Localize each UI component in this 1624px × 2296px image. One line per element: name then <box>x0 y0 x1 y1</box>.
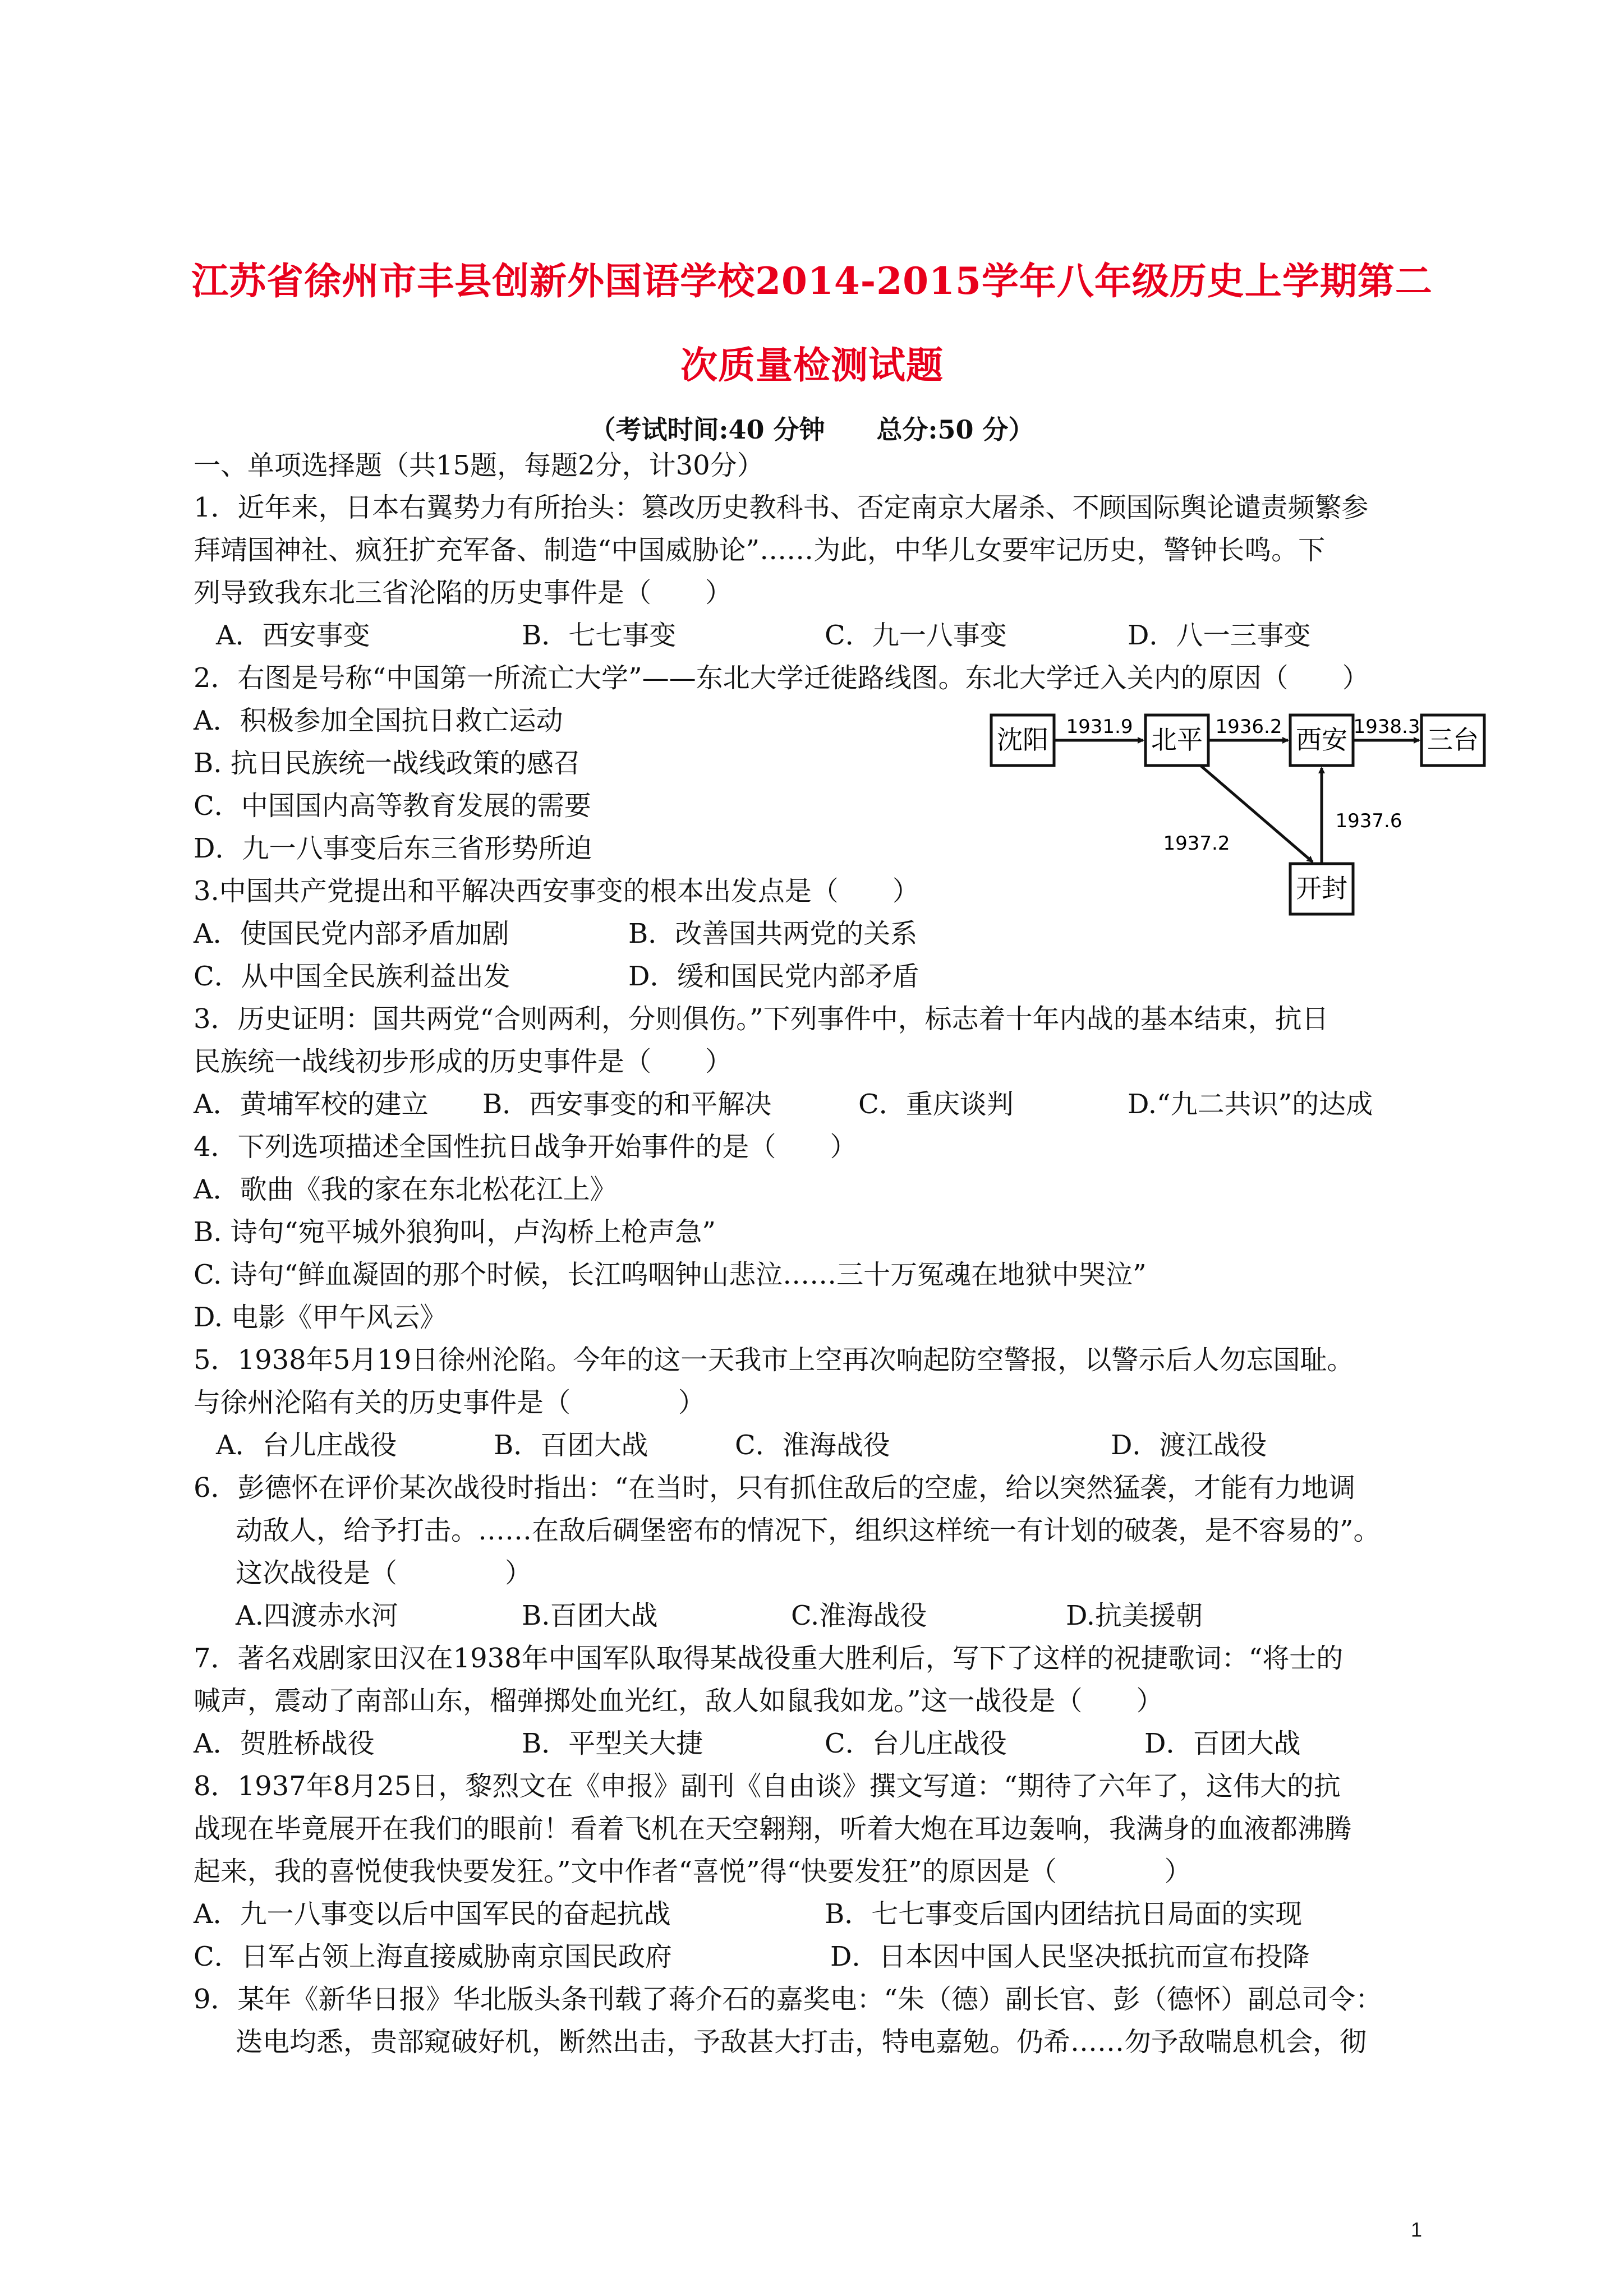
q2-option-b: B. 抗日民族统一战线政策的感召 <box>194 748 581 779</box>
edge-label-1931-9: 1931.9 <box>1066 716 1133 738</box>
q3b-option-c: C．重庆谈判 <box>858 1089 1014 1120</box>
edge-label-1938-3: 1938.3 <box>1353 716 1420 738</box>
q3a-option-a: A．使国民党内部矛盾加剧 <box>194 918 509 949</box>
node-shenyang: 沈阳 <box>997 725 1048 755</box>
q5-option-b: B．百团大战 <box>494 1430 648 1461</box>
q1-line-1: 1．近年来，日本右翼势力有所抬头：篡改历史教科书、否定南京大屠杀、不顾国际舆论谴责频繁参 <box>194 492 1369 523</box>
node-xian: 西安 <box>1296 725 1347 755</box>
q8-option-a: A．九一八事变以后中国军民的奋起抗战 <box>194 1898 671 1930</box>
q7-option-c: C．台儿庄战役 <box>825 1728 1007 1759</box>
q3a-stem: 3.中国共产党提出和平解决西安事变的根本出发点是（ ） <box>194 875 919 907</box>
q7-line-1: 7．著名戏剧家田汉在1938年中国军队取得某战役重大胜利后，写下了这样的祝捷歌词：“将士的 <box>194 1643 1344 1674</box>
q7-option-a: A．贺胜桥战役 <box>194 1728 375 1759</box>
title-line-2: 次质量检测试题 <box>680 343 944 387</box>
q4-option-c: C. 诗句“鲜血凝固的那个时候，长江呜咽钟山悲泣……三十万冤魂在地狱中哭泣” <box>194 1259 1147 1290</box>
migration-route-diagram <box>987 698 1492 939</box>
q5-option-c: C．淮海战役 <box>735 1430 890 1461</box>
q3b-option-d: D.“九二共识”的达成 <box>1128 1089 1373 1120</box>
q3b-line-1: 3．历史证明：国共两党“合则两利，分则俱伤。”下列事件中，标志着十年内战的基本结束，抗日 <box>194 1003 1329 1035</box>
q2-option-a: A．积极参加全国抗日救亡运动 <box>194 705 563 736</box>
q8-line-1: 8．1937年8月25日，黎烈文在《申报》副刊《自由谈》撰文写道：“期待了六年了，这伟大的抗 <box>194 1771 1341 1802</box>
q7-option-b: B．平型关大捷 <box>522 1728 703 1759</box>
edge-label-1937-2: 1937.2 <box>1163 832 1230 855</box>
q1-option-b: B．七七事变 <box>522 620 677 651</box>
q3b-option-b: B．西安事变的和平解决 <box>482 1089 772 1120</box>
q3b-line-2: 民族统一战线初步形成的历史事件是（ ） <box>194 1046 733 1077</box>
q1-option-c: C．九一八事变 <box>825 620 1007 651</box>
q8-option-b: B．七七事变后国内团结抗日局面的实现 <box>825 1898 1303 1930</box>
q7-option-d: D．百团大战 <box>1144 1728 1301 1759</box>
q8-option-d: D．日本因中国人民坚决抵抗而宣布投降 <box>830 1941 1310 1972</box>
q6-option-d: D.抗美援朝 <box>1066 1600 1203 1631</box>
edge-label-1936-2: 1936.2 <box>1215 716 1282 738</box>
q8-line-2: 战现在毕竟展开在我们的眼前！看着飞机在天空翱翔，听着大炮在耳边轰响，我满身的血液都沸腾 <box>194 1813 1352 1845</box>
q9-line-1: 9．某年《新华日报》华北版头条刊载了蒋介石的嘉奖电：“朱（德）副长官、彭（德怀）副总司令： <box>194 1984 1383 2015</box>
q6-line-2: 动敌人，给予打击。……在敌后碉堡密布的情况下，组织这样统一有计划的破袭，是不容易的”。 <box>236 1515 1381 1546</box>
node-kaifeng: 开封 <box>1296 873 1347 903</box>
q2-stem: 2．右图是号称“中国第一所流亡大学”——东北大学迁徙路线图。东北大学迁入关内的原因（ ） <box>194 662 1369 694</box>
q8-line-3: 起来，我的喜悦使我快要发狂。”文中作者“喜悦”得“快要发狂”的原因是（ ） <box>194 1856 1191 1887</box>
node-beiping: 北平 <box>1151 725 1203 755</box>
q4-option-b: B. 诗句“宛平城外狼狗叫，卢沟桥上枪声急” <box>194 1216 716 1248</box>
node-santai: 三台 <box>1427 725 1479 755</box>
q5-line-2: 与徐州沦陷有关的历史事件是（ ） <box>194 1387 706 1418</box>
q4-stem: 4．下列选项描述全国性抗日战争开始事件的是（ ） <box>194 1131 857 1163</box>
q5-line-1: 5．1938年5月19日徐州沦陷。今年的这一天我市上空再次响起防空警报，以警示后人勿忘国耻。 <box>194 1344 1354 1376</box>
q3a-option-c: C．从中国全民族利益出发 <box>194 961 510 992</box>
q3b-option-a: A．黄埔军校的建立 <box>194 1089 429 1120</box>
q6-line-1: 6．彭德怀在评价某次战役时指出：“在当时，只有抓住敌后的空虚，给以突然猛袭，才能有力地调 <box>194 1472 1356 1504</box>
q5-option-a: A．台儿庄战役 <box>216 1430 397 1461</box>
q1-line-2: 拜靖国神社、疯狂扩充军备、制造“中国威胁论”……为此，中华儿女要牢记历史，警钟长鸣。下 <box>194 534 1326 566</box>
q9-line-2: 迭电均悉，贵部窥破好机，断然出击，予敌甚大打击，特电嘉勉。仍希……勿予敌喘息机会，彻 <box>236 2026 1367 2058</box>
edge-label-1937-6: 1937.6 <box>1335 810 1402 832</box>
q4-option-d: D. 电影《甲午风云》 <box>194 1302 447 1333</box>
section-heading: 一、单项选择题（共15题，每题2分，计30分） <box>194 450 764 481</box>
q6-option-c: C.淮海战役 <box>791 1600 927 1631</box>
q6-option-b: B.百团大战 <box>522 1600 658 1631</box>
title-line-1: 江苏省徐州市丰县创新外国语学校2014-2015学年八年级历史上学期第二 <box>191 259 1433 303</box>
q1-line-3: 列导致我东北三省沦陷的历史事件是（ ） <box>194 577 733 608</box>
q2-option-d: D．九一八事变后东三省形势所迫 <box>194 833 592 864</box>
q5-option-d: D．渡江战役 <box>1111 1430 1267 1461</box>
q3a-option-b: B．改善国共两党的关系 <box>628 918 918 949</box>
exam-info: （考试时间:40 分钟 总分:50 分） <box>590 414 1034 445</box>
q2-option-c: C．中国国内高等教育发展的需要 <box>194 790 591 822</box>
q1-option-d: D．八一三事变 <box>1128 620 1311 651</box>
q4-option-a: A．歌曲《我的家在东北松花江上》 <box>194 1174 617 1205</box>
q7-line-2: 喊声，震动了南部山东，榴弹掷处血光红，敌人如鼠我如龙。”这一战役是（ ） <box>194 1685 1163 1717</box>
page-number: 1 <box>1410 2218 1422 2241</box>
q6-line-3: 这次战役是（ ） <box>236 1557 532 1589</box>
q3a-option-d: D．缓和国民党内部矛盾 <box>628 961 919 992</box>
q1-option-a: A．西安事变 <box>216 620 370 651</box>
q6-option-a: A.四渡赤水河 <box>236 1600 398 1631</box>
q8-option-c: C．日军占领上海直接威胁南京国民政府 <box>194 1941 672 1972</box>
